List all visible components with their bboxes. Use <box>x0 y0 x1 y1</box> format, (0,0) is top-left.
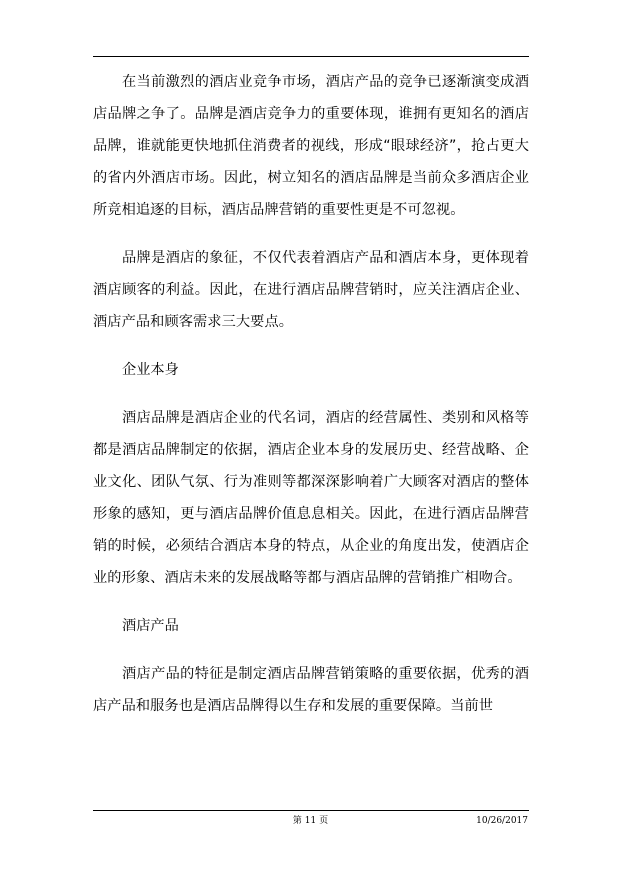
paragraph-enterprise: 酒店品牌是酒店企业的代名词，酒店的经营属性、类别和风格等都是酒店品牌制定的依据，酒店企业本身的发展历史、经营战略、企业文化、团队气氛、行为准则等都深深影响着广大顾客对酒店的整体形象的感知，更与酒店品牌价值息息相关。因此，在进行酒店品牌营销的时候，必须结合酒店本身的特点，从企业的角度出发，使酒店企业的形象、酒店未来的发展战略等都与酒店品牌的营销推广相吻合。 <box>93 410 529 586</box>
footer-rule <box>93 810 529 811</box>
document-body <box>93 66 529 738</box>
page-number: 第 11 页 <box>292 816 329 826</box>
footer-date: 10/26/2017 <box>476 816 528 826</box>
paragraph-intro: 在当前激烈的酒店业竞争市场，酒店产品的竞争已逐渐演变成酒店品牌之争了。品牌是酒店竞争力的重要体现，谁拥有更知名的酒店品牌，谁就能更快地抓住消费者的视线，形成“眼球经济”，抢占更大的省内外酒店市场。因此，树立知名的酒店品牌是当前众多酒店企业所竞相追逐的目标，酒店品牌营销的重要性更是不可忽视。 <box>93 74 529 218</box>
paragraph-products: 酒店产品的特征是制定酒店品牌营销策略的重要依据，优秀的酒店产品和服务也是酒店品牌得以生存和发展的重要保障。当前世 <box>93 666 529 714</box>
header-rule <box>93 56 529 57</box>
section-heading-enterprise: 企业本身 <box>122 362 179 378</box>
paragraph-brand-symbol: 品牌是酒店的象征，不仅代表着酒店产品和酒店本身，更体现着酒店顾客的利益。因此，在进行酒店品牌营销时，应关注酒店企业、酒店产品和顾客需求三大要点。 <box>93 250 529 330</box>
section-heading-products: 酒店产品 <box>122 618 179 634</box>
